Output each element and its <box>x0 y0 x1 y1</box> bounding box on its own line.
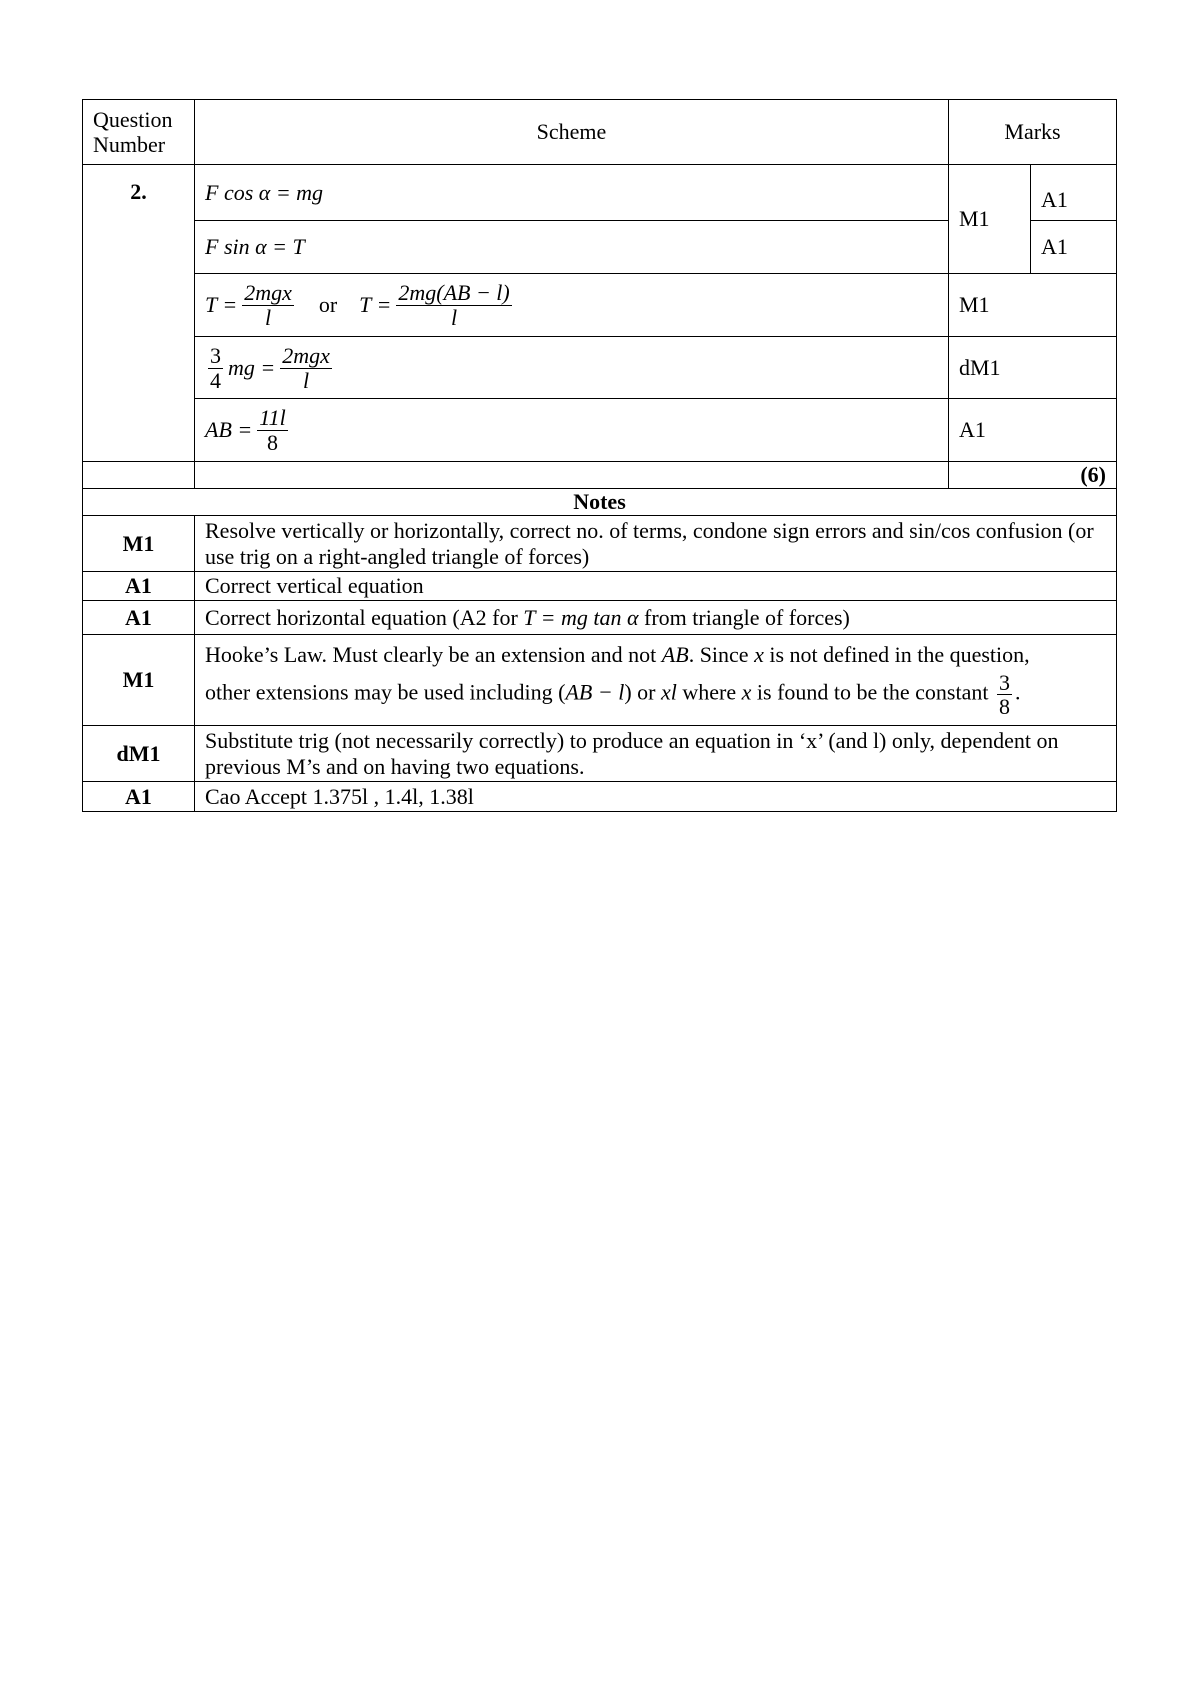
blank-cell <box>83 462 195 489</box>
scheme-row <box>83 399 1117 462</box>
note-row <box>83 726 1117 782</box>
note-row <box>83 516 1117 572</box>
notes-title: Notes <box>83 489 1117 516</box>
note-mark: A1 <box>83 782 195 812</box>
fraction: $\frac{3}{8}$ <box>998 670 1010 720</box>
note-row <box>83 635 1117 726</box>
note-text: Cao Accept 1.375l , 1.4l, 1.38l <box>195 782 1117 812</box>
note-mark: M1 <box>83 635 195 726</box>
note-row <box>83 782 1117 812</box>
scheme-equation <box>195 337 949 399</box>
mark: A1 <box>1031 165 1117 221</box>
fraction: $\frac{\text{2mgx}}{l}$ <box>282 343 330 393</box>
header-marks: Marks <box>949 100 1117 165</box>
notes-header-row <box>83 489 1117 516</box>
blank-cell <box>195 462 949 489</box>
scheme-equation: F cos α = mg <box>195 165 949 221</box>
total-marks: (6) <box>949 462 1117 489</box>
header-scheme: Scheme <box>195 100 949 165</box>
or-text: or <box>318 292 338 318</box>
lhs: AB = <box>205 417 253 443</box>
scheme-row <box>83 165 1117 221</box>
question-number: 2. <box>83 165 195 462</box>
scheme-row <box>83 337 1117 399</box>
fraction: $\frac{3}{4}$ <box>210 343 221 393</box>
note-row <box>83 601 1117 635</box>
lhs: T = <box>205 292 238 318</box>
total-row <box>83 462 1117 489</box>
scheme-equation: F sin α = T <box>195 221 949 274</box>
mark: dM1 <box>949 337 1117 399</box>
header-question-number: Question Number <box>83 100 195 165</box>
fraction: $\frac{11l}{8}$ <box>259 405 286 455</box>
fraction: $\frac{\text{2mgx}}{l}$ <box>244 280 292 330</box>
scheme-row <box>83 274 1117 337</box>
mark: A1 <box>949 399 1117 462</box>
fraction: $\frac{2mg(AB - l)}{l}$ <box>398 280 510 330</box>
note-mark: A1 <box>83 572 195 601</box>
header-row <box>83 100 1117 165</box>
scheme-equation <box>195 399 949 462</box>
note-row <box>83 572 1117 601</box>
note-mark: A1 <box>83 601 195 635</box>
note-text: Resolve vertically or horizontally, correct no. of terms, condone sign errors and sin/cos confusion (or use trig on a right-angled triangle of forces) <box>195 516 1117 572</box>
equation-middle: mg = <box>228 355 276 381</box>
mark: A1 <box>1031 221 1117 274</box>
note-text: Substitute trig (not necessarily correctly) to produce an equation in ‘x’ (and l) only, dependent on previous M’s and on having two equations. <box>195 726 1117 782</box>
note-text: Correct vertical equation <box>195 572 1117 601</box>
mark: M1 <box>949 165 1031 274</box>
note-mark: dM1 <box>83 726 195 782</box>
note-text: Hooke’s Law. Must clearly be an extension and not AB. Since x is not defined in the question, other extensions may be used including (AB − l) or xl where x is found to be the constant $\frac{3}{8}$ . <box>195 635 1117 726</box>
mark-scheme-table <box>82 99 1117 812</box>
scheme-equation <box>195 274 949 337</box>
note-text: Correct horizontal equation (A2 for T = mg tan α from triangle of forces) <box>195 601 1117 635</box>
lhs: T = <box>359 292 392 318</box>
mark: M1 <box>949 274 1117 337</box>
note-mark: M1 <box>83 516 195 572</box>
